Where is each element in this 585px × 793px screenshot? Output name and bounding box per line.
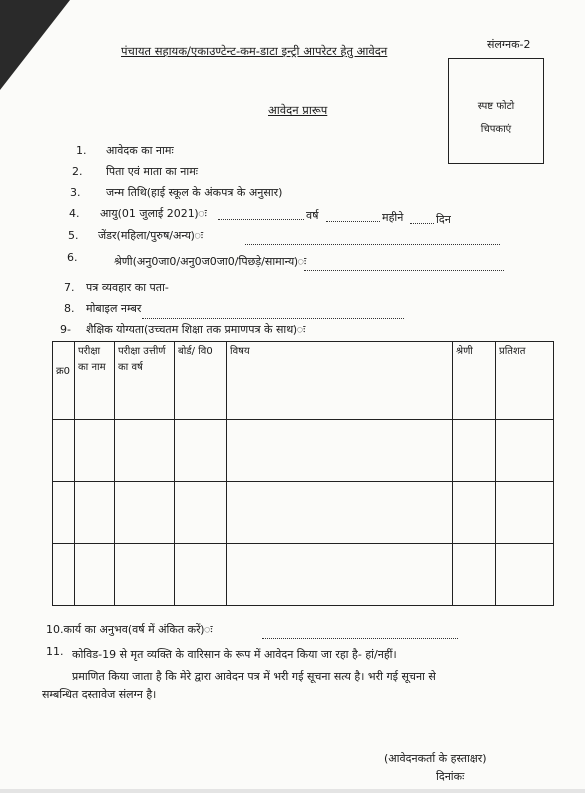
table-cell[interactable] xyxy=(175,544,227,606)
date-label: दिनांकः xyxy=(436,770,465,783)
col-percentage: प्रतिशत xyxy=(496,342,554,420)
qualification-table xyxy=(52,341,554,606)
form-title: पंचायत सहायक/एकाउण्टेन्ट-कम-डाटा इन्ट्री आपरेटर हेतु आवेदन xyxy=(121,44,388,58)
mobile-dots xyxy=(142,318,404,319)
field-3-number: 3. xyxy=(70,186,81,199)
photo-box xyxy=(448,58,544,164)
table-header-row xyxy=(53,342,554,420)
table-cell[interactable] xyxy=(53,482,75,544)
table-cell[interactable] xyxy=(75,544,115,606)
table-cell[interactable] xyxy=(175,420,227,482)
declaration-line-1: प्रमाणित किया जाता है कि मेरे द्वारा आवेदन पत्र में भरी गई सूचना सत्य है। भरी गई सूचना से xyxy=(72,670,436,683)
col-serial: क्र0 xyxy=(53,342,75,420)
page-edge xyxy=(0,789,585,793)
field-2-label: पिता एवं माता का नामः xyxy=(106,165,198,178)
field-7-label: पत्र व्यवहार का पता- xyxy=(86,281,169,294)
field-4-number: 4. xyxy=(69,207,80,220)
table-cell[interactable] xyxy=(227,482,453,544)
table-cell[interactable] xyxy=(227,420,453,482)
photo-box-line1: स्पष्ट फोटो xyxy=(477,101,515,112)
field-4-year-unit: वर्ष xyxy=(306,209,319,222)
field-6-label: श्रेणी(अनु0जा0/अनु0ज0जा0/पिछड़े/सामान्य)ः xyxy=(114,255,307,268)
age-year-dots xyxy=(218,219,304,220)
covid-heir-question: कोविड-19 से मृत व्यक्ति के वारिसान के रूप में आवेदन किया जा रहा है- हां/नहीं। xyxy=(72,648,397,661)
table-cell[interactable] xyxy=(75,420,115,482)
declaration-line-2: सम्बन्धित दस्तावेज संलग्न है। xyxy=(42,688,157,701)
table-row xyxy=(53,420,554,482)
table-cell[interactable] xyxy=(496,482,554,544)
table-row xyxy=(53,544,554,606)
table-cell[interactable] xyxy=(53,420,75,482)
field-4-day-unit: दिन xyxy=(436,213,451,226)
table-cell[interactable] xyxy=(453,420,496,482)
table-cell[interactable] xyxy=(53,544,75,606)
table-cell[interactable] xyxy=(115,544,175,606)
category-dots xyxy=(304,270,504,271)
annexure-label: संलग्नक-2 xyxy=(487,38,531,51)
field-4-month-unit: महीने xyxy=(382,211,404,224)
age-month-dots xyxy=(326,221,380,222)
col-exam-name: परीक्षा का नाम xyxy=(75,342,115,420)
age-day-dots xyxy=(410,223,434,224)
table-cell[interactable] xyxy=(453,482,496,544)
field-4-label: आयु(01 जुलाई 2021)ः xyxy=(100,207,207,220)
field-2-number: 2. xyxy=(72,165,83,178)
table-cell[interactable] xyxy=(75,482,115,544)
col-subject: विषय xyxy=(227,342,453,420)
table-cell[interactable] xyxy=(453,544,496,606)
field-3-label: जन्म तिथि(हाई स्कूल के अंकपत्र के अनुसार) xyxy=(106,186,283,199)
table-cell[interactable] xyxy=(496,544,554,606)
field-7-number: 7. xyxy=(64,281,75,294)
col-board: बोर्ड/ वि0 xyxy=(175,342,227,420)
field-5-label: जेंडर(महिला/पुरुष/अन्य)ः xyxy=(98,229,204,242)
table-cell[interactable] xyxy=(496,420,554,482)
field-9-number: 9- xyxy=(60,323,71,336)
binder-corner xyxy=(0,0,70,90)
field-8-number: 8. xyxy=(64,302,75,315)
table-cell[interactable] xyxy=(115,420,175,482)
form-heading: आवेदन प्रारूप xyxy=(268,103,328,117)
field-8-label: मोबाइल नम्बर xyxy=(86,302,142,315)
field-1-number: 1. xyxy=(76,144,87,157)
table-row xyxy=(53,482,554,544)
experience-dots xyxy=(262,638,458,639)
gender-dots xyxy=(245,244,500,245)
item-11-number: 11. xyxy=(46,645,64,658)
field-6-number: 6. xyxy=(67,251,78,264)
field-5-number: 5. xyxy=(68,229,79,242)
field-1-label: आवेदक का नामः xyxy=(106,144,174,157)
table-cell[interactable] xyxy=(115,482,175,544)
col-exam-year: परीक्षा उत्तीर्ण का वर्ष xyxy=(115,342,175,420)
photo-box-line2: चिपकाएं xyxy=(480,124,512,135)
applicant-signature-label: (आवेदनकर्ता के हस्ताक्षर) xyxy=(384,752,487,765)
field-9-label: शैक्षिक योग्यता(उच्चतम शिक्षा तक प्रमाणपत्र के साथ)ः xyxy=(86,323,306,336)
experience-label: 10.कार्य का अनुभव(वर्ष में अंकित करें)ः xyxy=(46,623,213,636)
col-division: श्रेणी xyxy=(453,342,496,420)
table-cell[interactable] xyxy=(175,482,227,544)
table-cell[interactable] xyxy=(227,544,453,606)
